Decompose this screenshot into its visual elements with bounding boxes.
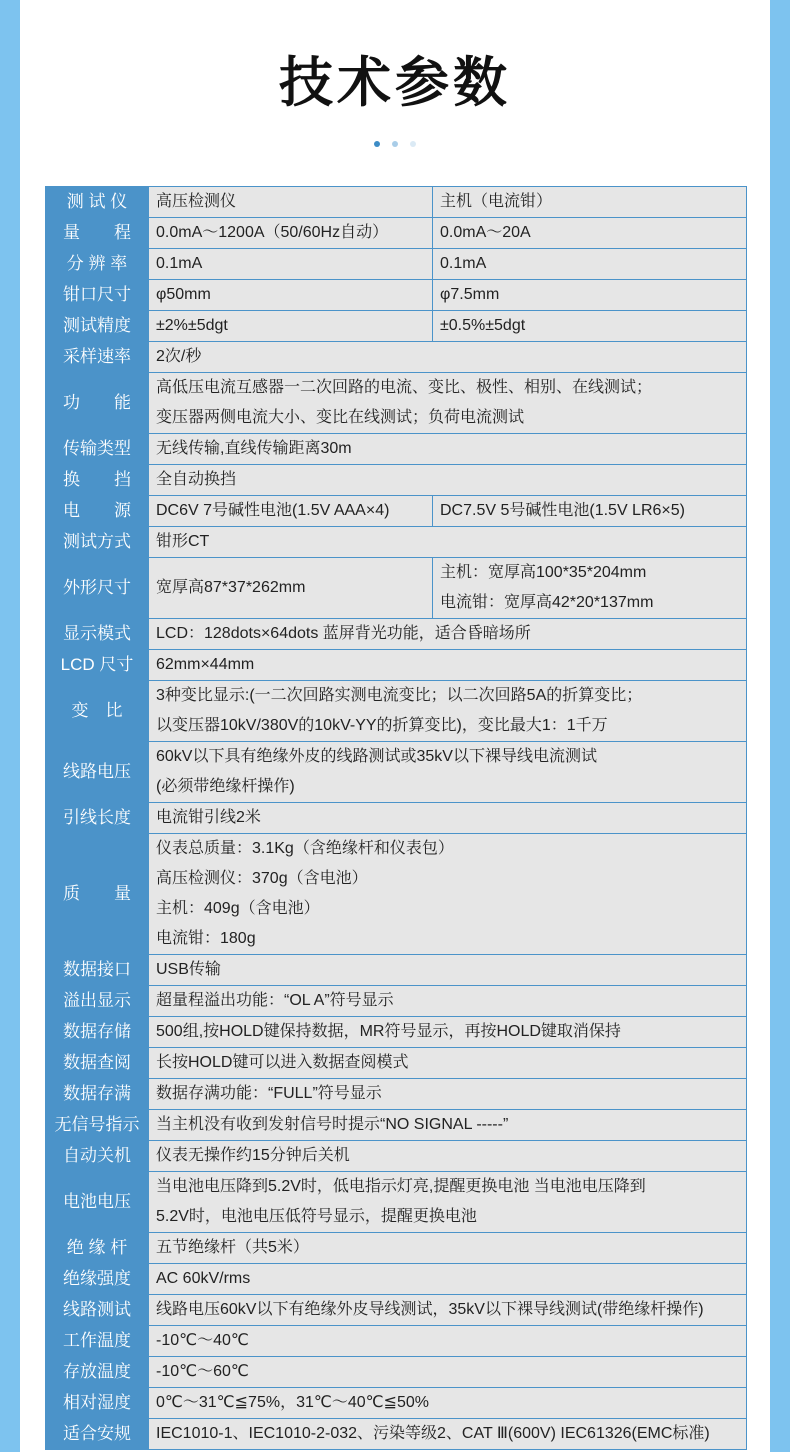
row-value: 500组,按HOLD键保持数据，MR符号显示，再按HOLD键取消保持 <box>149 1017 747 1048</box>
row-label: 量 程 <box>46 218 149 249</box>
row-value <box>149 373 747 434</box>
row-label: 数据存满 <box>46 1079 149 1110</box>
table-row <box>46 342 747 373</box>
table-row <box>46 742 747 803</box>
table-row <box>46 187 747 218</box>
row-value: -10℃～40℃ <box>149 1326 747 1357</box>
row-label: 钳口尺寸 <box>46 280 149 311</box>
row-label: 无信号指示 <box>46 1110 149 1141</box>
row-label: 换 挡 <box>46 465 149 496</box>
row-value: DC6V 7号碱性电池(1.5V AAA×4) <box>149 496 433 527</box>
table-row <box>46 1295 747 1326</box>
row-value: -10℃～60℃ <box>149 1357 747 1388</box>
row-label: 数据接口 <box>46 955 149 986</box>
value-line: 电流钳：180g <box>156 930 256 947</box>
dot <box>392 141 398 147</box>
row-label: LCD 尺寸 <box>46 650 149 681</box>
value-line: 以变压器10kV/380V的10kV-YY的折算变比)，变比最大1：1千万 <box>156 717 608 734</box>
value-line: 高低压电流互感器一二次回路的电流、变比、极性、相别、在线测试； <box>156 379 653 396</box>
spec-table <box>45 186 747 1450</box>
table-row <box>46 496 747 527</box>
row-value: AC 60kV/rms <box>149 1264 747 1295</box>
table-row <box>46 1172 747 1233</box>
row-value: LCD：128dots×64dots 蓝屏背光功能，适合昏暗场所 <box>149 619 747 650</box>
row-value: 电流钳引线2米 <box>149 803 747 834</box>
row-label: 自动关机 <box>46 1141 149 1172</box>
row-label: 显示模式 <box>46 619 149 650</box>
row-label: 绝缘强度 <box>46 1264 149 1295</box>
table-row <box>46 681 747 742</box>
table-row <box>46 527 747 558</box>
row-label: 测试方式 <box>46 527 149 558</box>
row-label: 溢出显示 <box>46 986 149 1017</box>
row-value: USB传输 <box>149 955 747 986</box>
value-line: 变压器两侧电流大小、变比在线测试；负荷电流测试 <box>156 409 525 426</box>
row-label: 适合安规 <box>46 1419 149 1450</box>
row-label: 传输类型 <box>46 434 149 465</box>
table-row <box>46 434 747 465</box>
table-row <box>46 311 747 342</box>
row-value <box>149 681 747 742</box>
row-value: 0.0mA～1200A（50/60Hz自动） <box>149 218 433 249</box>
row-value: 超量程溢出功能：“OL A”符号显示 <box>149 986 747 1017</box>
row-label: 数据查阅 <box>46 1048 149 1079</box>
row-label: 外形尺寸 <box>46 558 149 619</box>
page-title: 技术参数 <box>279 53 511 113</box>
row-value: 62mm×44mm <box>149 650 747 681</box>
table-row <box>46 1357 747 1388</box>
value-line: 5.2V时，电池电压低符号显示，提醒更换电池 <box>156 1208 477 1225</box>
row-value: ±0.5%±5dgt <box>433 311 747 342</box>
table-row <box>46 1388 747 1419</box>
row-label: 变 比 <box>46 681 149 742</box>
row-label: 线路测试 <box>46 1295 149 1326</box>
row-label: 引线长度 <box>46 803 149 834</box>
table-row <box>46 1110 747 1141</box>
row-value: 五节绝缘杆（共5米） <box>149 1233 747 1264</box>
row-value: 0℃～31℃≦75%，31℃～40℃≦50% <box>149 1388 747 1419</box>
table-row <box>46 834 747 955</box>
value-line: 主机：409g（含电池） <box>156 900 320 917</box>
table-row <box>46 280 747 311</box>
row-label: 功 能 <box>46 373 149 434</box>
row-value: 全自动换挡 <box>149 465 747 496</box>
row-label: 电池电压 <box>46 1172 149 1233</box>
table-row <box>46 1326 747 1357</box>
row-label: 绝 缘 杆 <box>46 1233 149 1264</box>
value-line: 60kV以下具有绝缘外皮的线路测试或35kV以下裸导线电流测试 <box>156 748 597 765</box>
table-row <box>46 803 747 834</box>
value-line: 高压检测仪：370g（含电池） <box>156 870 368 887</box>
row-value: 长按HOLD键可以进入数据查阅模式 <box>149 1048 747 1079</box>
row-label: 电 源 <box>46 496 149 527</box>
row-label: 存放温度 <box>46 1357 149 1388</box>
row-value: φ50mm <box>149 280 433 311</box>
row-value: 数据存满功能：“FULL”符号显示 <box>149 1079 747 1110</box>
row-value: 线路电压60kV以下有绝缘外皮导线测试，35kV以下裸导线测试(带绝缘杆操作) <box>149 1295 747 1326</box>
table-row <box>46 1017 747 1048</box>
row-value: ±2%±5dgt <box>149 311 433 342</box>
value-line: 主机：宽厚高100*35*204mm <box>440 564 647 581</box>
row-label: 线路电压 <box>46 742 149 803</box>
row-value: 宽厚高87*37*262mm <box>149 558 433 619</box>
table-row <box>46 249 747 280</box>
value-line: 当电池电压降到5.2V时，低电指示灯亮,提醒更换电池 当电池电压降到 <box>156 1178 646 1195</box>
row-value: φ7.5mm <box>433 280 747 311</box>
row-value: 当主机没有收到发射信号时提示“NO SIGNAL -----” <box>149 1110 747 1141</box>
table-row <box>46 1079 747 1110</box>
table-row <box>46 373 747 434</box>
row-value <box>149 834 747 955</box>
left-side-bar <box>0 0 20 1452</box>
row-value: 主机（电流钳） <box>433 187 747 218</box>
table-row <box>46 1419 747 1450</box>
row-value <box>149 1172 747 1233</box>
dot <box>374 141 380 147</box>
table-row <box>46 465 747 496</box>
row-label: 采样速率 <box>46 342 149 373</box>
row-value: IEC1010-1、IEC1010-2-032、污染等级2、CAT Ⅲ(600V) IEC61326(EMC标准) <box>149 1419 747 1450</box>
value-line: 电流钳：宽厚高42*20*137mm <box>440 594 654 611</box>
right-side-bar <box>770 0 790 1452</box>
table-row <box>46 1233 747 1264</box>
table-row <box>46 619 747 650</box>
page-indicator-dots <box>0 141 790 147</box>
row-label: 测试精度 <box>46 311 149 342</box>
table-row <box>46 218 747 249</box>
table-row <box>46 1141 747 1172</box>
table-row <box>46 986 747 1017</box>
table-row <box>46 1264 747 1295</box>
table-row <box>46 558 747 619</box>
row-value: 0.1mA <box>149 249 433 280</box>
row-value: DC7.5V 5号碱性电池(1.5V LR6×5) <box>433 496 747 527</box>
row-label: 相对湿度 <box>46 1388 149 1419</box>
value-line: (必须带绝缘杆操作) <box>156 778 295 795</box>
row-value <box>433 558 747 619</box>
row-value: 2次/秒 <box>149 342 747 373</box>
row-label: 分 辨 率 <box>46 249 149 280</box>
row-value: 无线传输,直线传输距离30m <box>149 434 747 465</box>
row-value: 高压检测仪 <box>149 187 433 218</box>
dot <box>410 141 416 147</box>
row-value: 仪表无操作约15分钟后关机 <box>149 1141 747 1172</box>
value-line: 3种变比显示:(一二次回路实测电流变比；以二次回路5A的折算变比； <box>156 687 643 704</box>
row-label: 质 量 <box>46 834 149 955</box>
row-value: 钳形CT <box>149 527 747 558</box>
table-row <box>46 1048 747 1079</box>
row-label: 数据存储 <box>46 1017 149 1048</box>
table-row <box>46 650 747 681</box>
row-value <box>149 742 747 803</box>
row-value: 0.0mA～20A <box>433 218 747 249</box>
row-label: 工作温度 <box>46 1326 149 1357</box>
row-value: 0.1mA <box>433 249 747 280</box>
row-label: 测 试 仪 <box>46 187 149 218</box>
value-line: 仪表总质量：3.1Kg（含绝缘杆和仪表包） <box>156 840 454 857</box>
table-row <box>46 955 747 986</box>
